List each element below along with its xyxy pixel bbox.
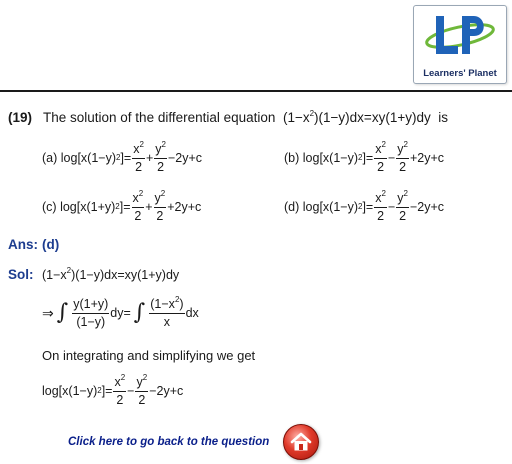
fraction: $\frac{y(1+y)}{(1-y)}$ [73,297,109,329]
fraction: $\frac{y^2}{2}$ [397,189,408,223]
learners-planet-logo [413,5,507,84]
header-divider [0,90,512,92]
question-equation: $(1-x^2)(1-y)dx=xy(1+y)dy$ [282,109,431,125]
lp-logo-icon [414,6,506,68]
home-button[interactable] [283,424,319,460]
solution-step-2: ⇒ ∫ $\frac{y(1+y)}{(1-y)}$ dy= ∫ $\frac{(1-x^2)}{x}$ dx [42,295,199,329]
question-text-before: The solution of the differential equation [43,110,276,125]
fraction: $\frac{x^2}{2}$ [132,189,144,223]
fraction: $\frac{y^2}{2}$ [397,140,408,174]
solution-step-1: $(1-x^2)(1-y)dx=xy(1+y)dy$ [42,266,180,282]
question-text-after: is [438,110,448,125]
solution-result: log[x(1−y) 2 ]= $\frac{x^2}{2}$ − $\frac{y^2}{2}$ −2y+c [42,373,184,407]
fraction: $\frac{x^2}{2}$ [375,140,386,174]
home-icon [284,425,318,459]
fraction: $\frac{(1-x^2)}{x}$ [150,295,184,329]
answer-value: (d) [42,237,60,252]
question-number: (19) [8,110,33,125]
solution-step-3: On integrating and simplifying we get [42,348,256,363]
fraction: $\frac{x^2}{2}$ [133,140,144,174]
option-a[interactable]: (a) log[x(1−y) 2 ]= $\frac{x^2}{2}$ + $\frac{y^2}{2}$ −2y+c [42,140,203,174]
option-d[interactable]: (d) log[x(1−y) 2 ]= $\frac{x^2}{2}$ − $\frac{y^2}{2}$ −2y+c [284,189,445,223]
integral-sign: ∫ [56,300,69,325]
fraction: $\frac{x^2}{2}$ [114,373,126,407]
implies-arrow: ⇒ [42,304,54,321]
solution-label: Sol: [8,267,34,282]
fraction: $\frac{y^2}{2}$ [155,140,166,174]
fraction: $\frac{x^2}{2}$ [375,189,386,223]
option-b[interactable]: (b) log[x(1−y) 2 ]= $\frac{x^2}{2}$ − $\frac{y^2}{2}$ +2y+c [284,140,445,174]
fraction: $\frac{y^2}{2}$ [154,189,166,223]
question-statement [43,110,448,125]
integral-sign: ∫ [133,300,146,325]
logo-caption: Learners' Planet [423,68,497,79]
back-to-question-link[interactable]: Click here to go back to the question [68,436,270,448]
fraction: $\frac{y^2}{2}$ [136,373,148,407]
option-c[interactable]: (c) log[x(1+y) 2 ]= $\frac{x^2}{2}$ + $\frac{y^2}{2}$ +2y+c [42,189,202,223]
answer-label: Ans: [8,237,38,252]
